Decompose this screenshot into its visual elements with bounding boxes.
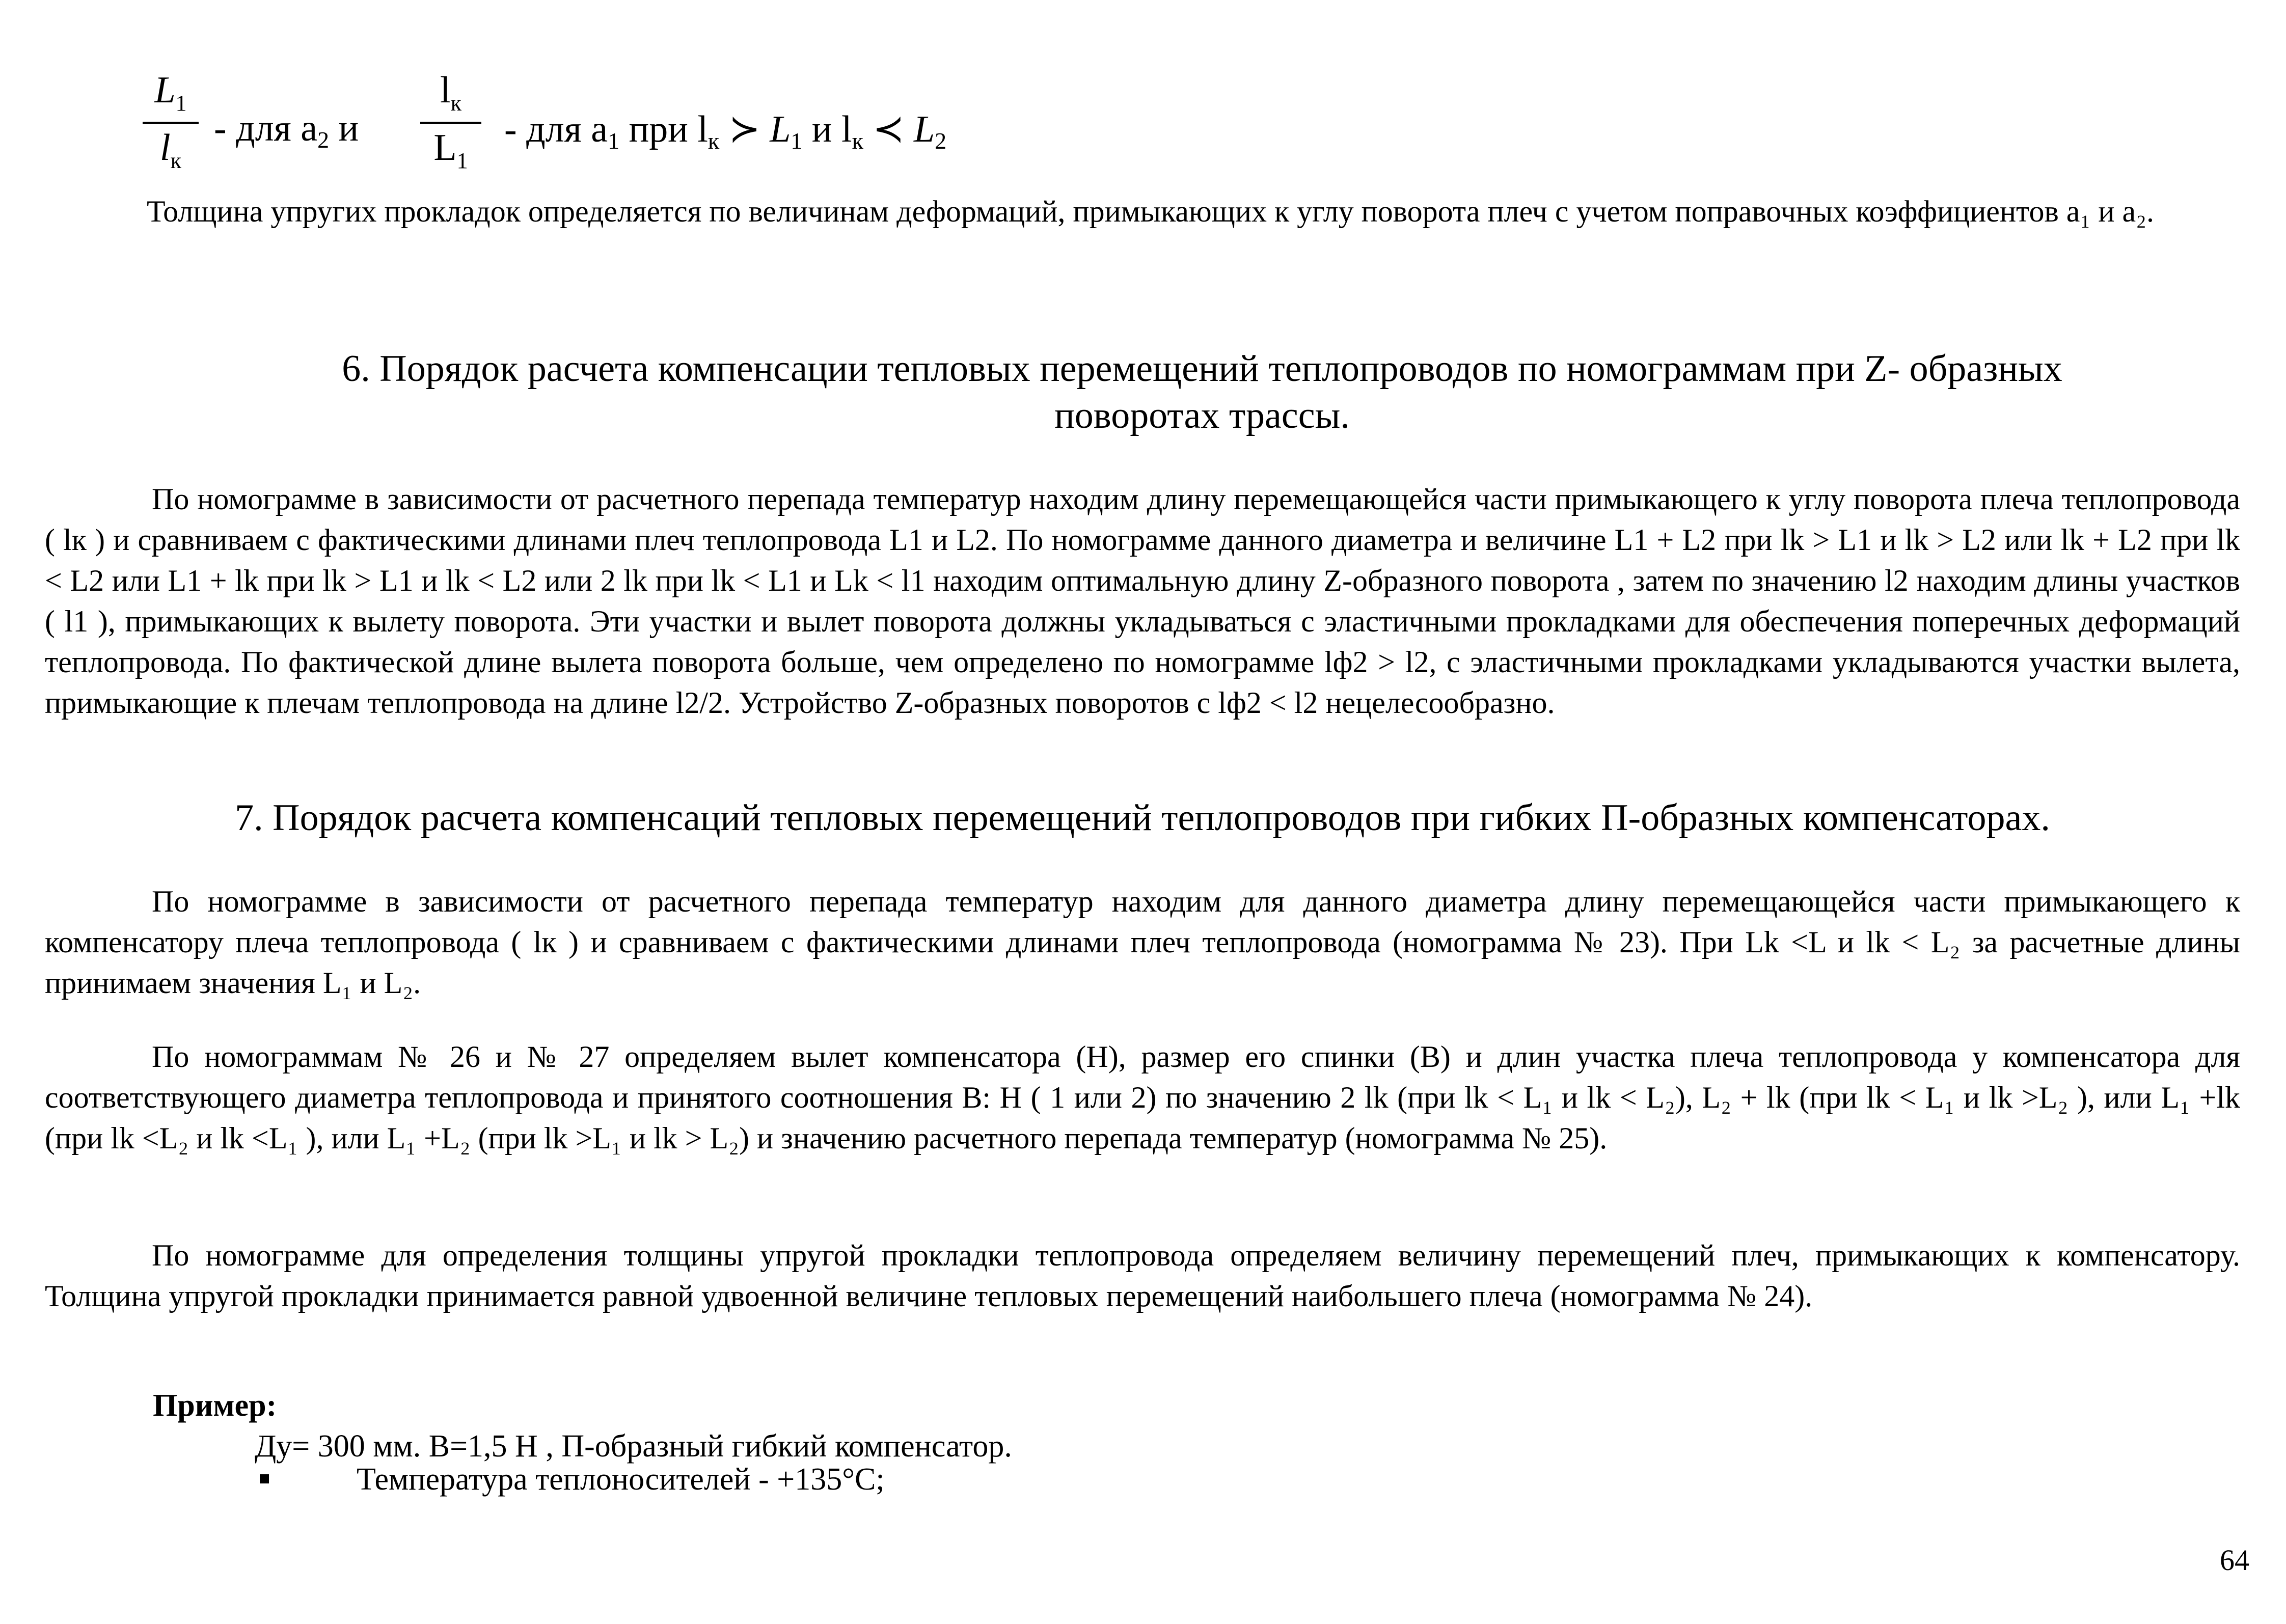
section6-heading-line2: поворотах трассы.	[1054, 395, 1350, 436]
formula-text-a1: - для $а_1$ при $l_к$ ≻ $L_1$ и $l_к$ ≺ $L_2$	[504, 108, 947, 154]
fraction-denominator: L	[433, 126, 457, 169]
fraction-denominator-sub: к	[170, 148, 181, 173]
fraction-denominator-sub: 1	[456, 148, 468, 173]
bullet-icon	[260, 1474, 269, 1483]
section7-paragraph3: По номограмме для определения толщины упругой прокладки теплопровода определяем величину перемещений плеч, примыкающих к компенсатору. Толщина упругой прокладки принимается равной удвоенной величине тепловых перемещений наибольшего плеча (номограмма № 24).	[45, 1238, 2240, 1313]
fraction-numerator-sub: 1	[175, 90, 187, 116]
section6-heading-line1: 6. Порядок расчета компенсации тепловых перемещений теплопроводов по номограммам при Z- образных	[342, 348, 2062, 390]
section6-paragraph: По номограмме в зависимости от расчетного перепада температур находим длину перемещающейся части примыкающего к углу поворота плеча теплопровода ( lк ) и сравниваем с фактическими длинами плеч теплопровода L1 и L2. По номограмме данного диаметра и величине L1 + L2 при lk > L1 и lk > L2 или lk + L2 при lk < L2 или L1 + lk при lk > L1 и lk < L2 или 2 lk при lk < L1 и Lk < l1 находим оптимальную длину Z-образного поворота , затем по значению l2 находим длины участков ( l1 ), примыкающих к вылету поворота. Эти участки и вылет поворота должны укладываться с эластичными прокладками для обеспечения поперечных деформаций теплопровода. По фактической длине вылета поворота больше, чем определено по номограмме lф2 > l2, с эластичными прокладками укладываются участки вылета, примыкающие к плечам теплопровода на длине l2/2. Устройство Z-образных поворотов с lф2 < l2 нецелесообразно.	[45, 482, 2240, 720]
section7-heading: 7. Порядок расчета компенсаций тепловых перемещений теплопроводов при гибких П-образных компенсаторах.	[235, 797, 2050, 839]
fraction-l1-over-lk	[143, 71, 199, 172]
page-number: 64	[2220, 1544, 2249, 1577]
example-line2: Температура теплоносителей - +135°С;	[357, 1462, 885, 1497]
fraction-lk-over-l1	[420, 71, 481, 172]
formula-text-a2: - для $а_2$ и	[214, 107, 359, 153]
example-label: Пример:	[153, 1388, 277, 1423]
fraction-numerator-sub: к	[450, 90, 461, 116]
example-line1: Ду= 300 мм. В=1,5 Н , П-образный гибкий компенсатор.	[255, 1429, 1012, 1464]
section7-paragraph2: По номограммам № 26 и № 27 определяем вылет компенсатора (Н), размер его спинки (В) и длин участка плеча теплопровода у компенсатора для соответствующего диаметра теплопровода и принятого соотношения В: Н ( 1 или 2) по значению 2 lk (при lk < L₁ и lk < L₂), L₂ + lk (при lk < L₁ и lk >L₂ ), или L₁ +lk (при lk <L₂ и lk <L₁ ), или L₁ +L₂ (при lk >L₁ и lk > L₂) и значению расчетного перепада температур (номограмма № 25).	[45, 1040, 2240, 1155]
fraction-numerator: l	[440, 69, 451, 111]
section7-paragraph1: По номограмме в зависимости от расчетного перепада температур находим для данного диаметра длину перемещающейся части примыкающего к компенсатору плеча теплопровода ( lк ) и сравниваем с фактическими длинами плеч теплопровода (номограмма № 23). При Lk <L и lk < L₂ за расчетные длины принимаем значения L₁ и L₂.	[45, 885, 2240, 1000]
fraction-numerator: L	[154, 69, 176, 111]
section6-heading	[153, 345, 2251, 439]
fraction-denominator: l	[160, 126, 171, 169]
intro-paragraph: Толщина упругих прокладок определяется по величинам деформаций, примыкающих к углу поворота плеч с учетом поправочных коэффициентов а₁ и а₂.	[147, 195, 2155, 228]
